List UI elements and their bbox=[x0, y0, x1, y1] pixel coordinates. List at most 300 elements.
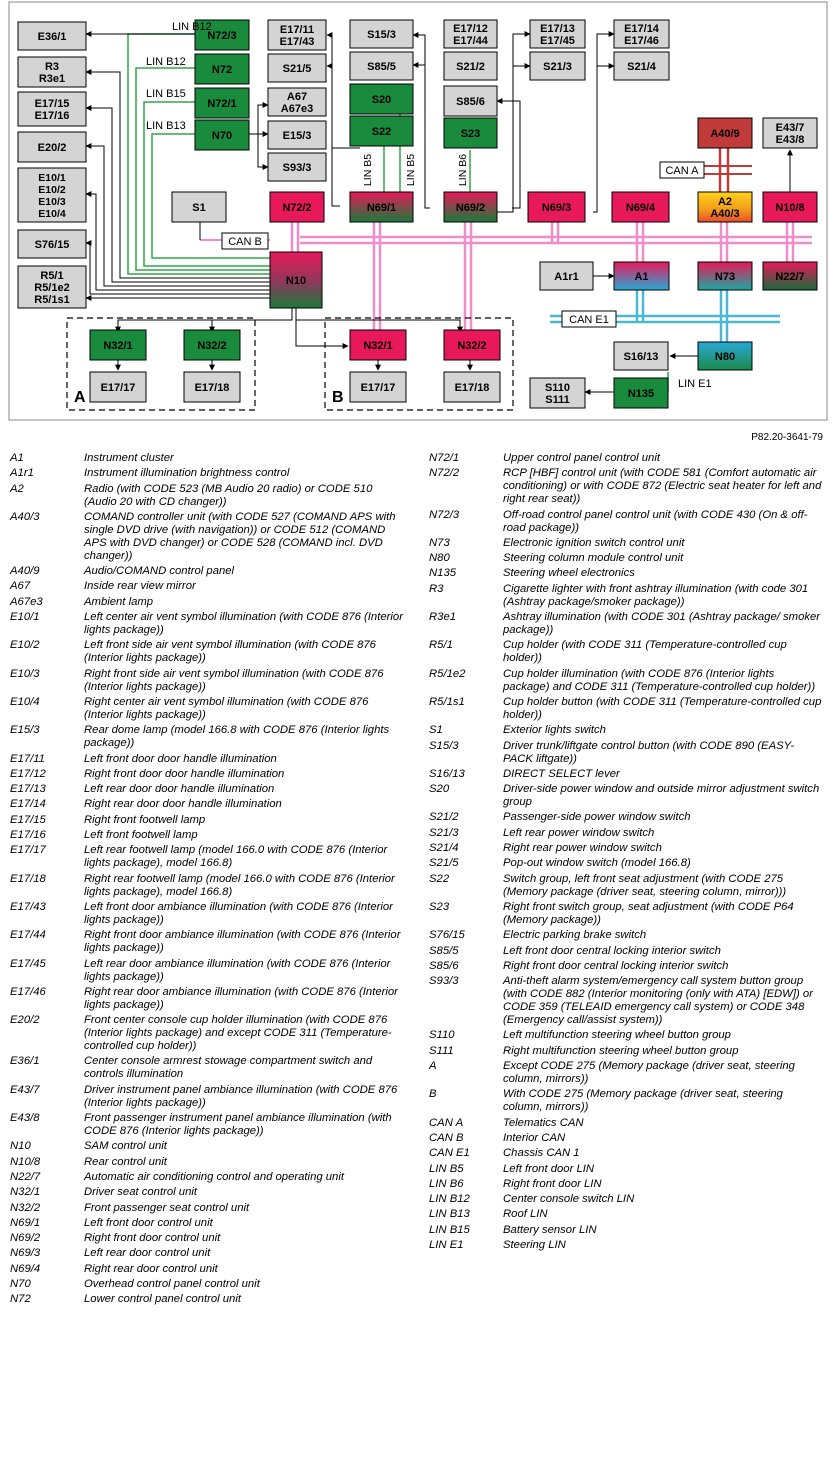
legend-description: Right rear door door handle illumination bbox=[84, 798, 282, 811]
node-label-e17-45: E17/45 bbox=[540, 34, 575, 47]
legend-row bbox=[429, 537, 837, 550]
node-label-s15-3: S15/3 bbox=[367, 28, 396, 41]
node-label-n70: N70 bbox=[211, 129, 233, 142]
legend-code: E17/14 bbox=[10, 798, 46, 811]
legend-code: N80 bbox=[429, 552, 450, 565]
legend-code: S93/3 bbox=[429, 975, 459, 988]
legend-code: S15/3 bbox=[429, 739, 459, 752]
legend-code: LIN B6 bbox=[429, 1177, 464, 1190]
legend-row bbox=[429, 1132, 837, 1145]
legend-row bbox=[10, 483, 420, 509]
node-label-e17-14: E17/14 bbox=[624, 22, 659, 35]
node-label-n32-1-a: N32/1 bbox=[103, 339, 133, 352]
group-label-a: A bbox=[74, 389, 86, 406]
node-label-n80: N80 bbox=[714, 350, 736, 363]
legend-code: E17/12 bbox=[10, 767, 46, 780]
legend-description: Right front door ambiance illumination (with CODE 876 (Interior lights package)) bbox=[84, 929, 401, 955]
legend-code: R3 bbox=[429, 582, 444, 595]
bus-label-lin-e1: LIN E1 bbox=[678, 378, 712, 390]
legend-description: Upper control panel control unit bbox=[503, 452, 660, 464]
legend-description: Lower control panel control unit bbox=[84, 1293, 241, 1306]
bus-label-lin-b5-b: LIN B5 bbox=[405, 153, 417, 187]
legend-row bbox=[10, 565, 420, 578]
legend-description: Left front door LIN bbox=[503, 1162, 595, 1175]
legend-code: N22/7 bbox=[10, 1170, 41, 1183]
legend-code: LIN E1 bbox=[429, 1238, 464, 1251]
node-label-e17-18-b: E17/18 bbox=[454, 381, 490, 394]
bus-label-lin-b15: LIN B15 bbox=[146, 88, 186, 100]
legend-description: Right front switch group, seat adjustment (with CODE P64 (Memory package)) bbox=[503, 900, 794, 926]
node-label-e17-17-b: E17/17 bbox=[360, 381, 396, 394]
figure-reference: P82.20-3641-79 bbox=[751, 432, 823, 443]
node-label-e17-17-a: E17/17 bbox=[100, 381, 136, 394]
legend-row bbox=[10, 511, 420, 563]
legend-row bbox=[10, 1140, 420, 1153]
legend-description: Driver-side power window and outside mirror adjustment switch group bbox=[503, 783, 820, 809]
bus-label-lin-b13: LIN B13 bbox=[146, 120, 186, 132]
legend-row bbox=[429, 783, 837, 809]
legend-code: S110 bbox=[429, 1029, 455, 1042]
legend-description: Left front door central locking interior switch bbox=[503, 944, 721, 957]
node-label-s110: S110 bbox=[544, 381, 571, 394]
legend-row bbox=[429, 696, 837, 722]
legend-row bbox=[429, 929, 837, 942]
legend-description: Left center air vent symbol illumination (with CODE 876 (Interior lights package)) bbox=[84, 611, 403, 637]
node-label-e17-43: E17/43 bbox=[279, 35, 315, 48]
legend-row bbox=[10, 1263, 420, 1276]
node-label-e10-1: E10/1 bbox=[38, 171, 66, 184]
legend-row bbox=[10, 1202, 420, 1215]
legend-code: S22 bbox=[429, 872, 450, 885]
legend-code: E17/15 bbox=[10, 813, 46, 826]
legend-code: LIN B5 bbox=[429, 1162, 464, 1175]
legend-description: Right multifunction steering wheel button group bbox=[503, 1044, 739, 1057]
legend-code: N10/8 bbox=[10, 1155, 41, 1168]
legend-description: Left rear door control unit bbox=[84, 1247, 211, 1260]
legend-row bbox=[429, 509, 837, 535]
legend-code: S21/3 bbox=[429, 826, 459, 839]
legend-description: Right rear footwell lamp (model 166.0 with CODE 876 (Interior lights package), model 166.8) bbox=[84, 872, 395, 898]
legend-description: Ashtray illumination (with CODE 301 (Ashtray package/ smoker package)) bbox=[503, 611, 821, 637]
legend-row bbox=[429, 1045, 837, 1058]
legend-description: With CODE 275 (Memory package (driver seat, steering column, mirrors)) bbox=[503, 1088, 783, 1114]
legend-code: A bbox=[429, 1060, 437, 1073]
node-label-n32-2-a: N32/2 bbox=[197, 339, 227, 352]
legend-code: N72/3 bbox=[429, 508, 460, 521]
node-label-s85-5: S85/5 bbox=[367, 60, 396, 73]
legend-row bbox=[429, 639, 837, 665]
legend-description: Left rear door ambiance illumination (with CODE 876 (Interior lights package)) bbox=[84, 957, 391, 983]
node-label-s85-6: S85/6 bbox=[456, 95, 485, 108]
legend-code: E36/1 bbox=[10, 1055, 40, 1068]
node-label-a40-9: A40/9 bbox=[710, 127, 740, 140]
legend-code: S85/5 bbox=[429, 944, 459, 957]
node-label-a67: A67 bbox=[286, 90, 308, 103]
legend-code: N32/1 bbox=[10, 1186, 41, 1199]
legend-row bbox=[429, 1224, 837, 1237]
legend-description: Overhead control panel control unit bbox=[84, 1277, 260, 1290]
network-diagram bbox=[0, 0, 837, 430]
legend-description: Right rear door ambiance illumination (with CODE 876 (Interior lights package)) bbox=[84, 985, 398, 1011]
legend-row bbox=[10, 929, 420, 955]
legend-code: N72/1 bbox=[429, 452, 460, 464]
legend-row bbox=[429, 873, 837, 899]
legend-description: Inside rear view mirror bbox=[84, 580, 196, 593]
legend-description: Ambient lamp bbox=[84, 595, 154, 608]
legend-code: E10/2 bbox=[10, 639, 40, 652]
legend-code: E15/3 bbox=[10, 724, 40, 737]
legend-code: N69/1 bbox=[10, 1216, 41, 1229]
node-label-n69-4: N69/4 bbox=[625, 201, 656, 214]
legend-row bbox=[429, 724, 837, 737]
legend-description: Left front door ambiance illumination (with CODE 876 (Interior lights package)) bbox=[84, 900, 393, 926]
legend-description: Cup holder (with CODE 311 (Temperature-controlled cup holder)) bbox=[503, 639, 787, 665]
legend-description: Cigarette lighter with front ashtray illumination (with code 301 (Ashtray package/smoker package)) bbox=[503, 582, 809, 608]
legend-row bbox=[10, 580, 420, 593]
node-label-n69-3: N69/3 bbox=[541, 201, 572, 214]
legend-row bbox=[429, 1029, 837, 1042]
legend-row bbox=[10, 1112, 420, 1138]
legend-description: Instrument cluster bbox=[84, 452, 174, 464]
legend-code: E17/45 bbox=[10, 957, 46, 970]
legend-code: CAN A bbox=[429, 1116, 464, 1129]
legend-description: Cup holder button (with CODE 311 (Temperature-controlled cup holder)) bbox=[503, 695, 822, 721]
legend-row bbox=[429, 960, 837, 973]
node-label-e17-46: E17/46 bbox=[624, 34, 659, 47]
node-label-n32-2-b: N32/2 bbox=[457, 339, 487, 352]
node-label-s23: S23 bbox=[460, 127, 481, 140]
legend-row bbox=[10, 873, 420, 899]
legend-code: S76/15 bbox=[429, 929, 465, 942]
legend-row bbox=[10, 1014, 420, 1053]
legend-description: Switch group, left front seat adjustment (with CODE 275 (Memory package (driver seat, steering column, mirror))) bbox=[503, 872, 787, 898]
legend-code: E17/44 bbox=[10, 929, 46, 942]
node-label-a1r1: A1r1 bbox=[554, 270, 579, 283]
legend-code: A67e3 bbox=[10, 595, 43, 608]
legend-description: Rear dome lamp (model 166.8 with CODE 876 (Interior lights package)) bbox=[84, 724, 390, 750]
legend-code: B bbox=[429, 1088, 437, 1101]
legend-row bbox=[429, 1117, 837, 1130]
legend-description: Center console armrest stowage compartment switch and controls illumination bbox=[84, 1055, 373, 1081]
legend-code: E17/46 bbox=[10, 985, 46, 998]
legend-code: N72 bbox=[10, 1293, 31, 1306]
legend-description: Right front door door handle illumination bbox=[84, 767, 285, 780]
legend-row bbox=[429, 452, 837, 465]
legend-code: E17/11 bbox=[10, 752, 45, 765]
node-label-e17-44: E17/44 bbox=[453, 34, 488, 47]
legend-code: S21/5 bbox=[429, 857, 459, 870]
legend-row bbox=[429, 552, 837, 565]
legend-code: LIN B13 bbox=[429, 1208, 470, 1221]
legend-code: N32/2 bbox=[10, 1201, 41, 1214]
node-label-a67e3: A67e3 bbox=[280, 102, 314, 115]
legend-row bbox=[10, 1186, 420, 1199]
legend-row bbox=[10, 1247, 420, 1260]
legend-code: S20 bbox=[429, 783, 450, 796]
node-label-s21-5: S21/5 bbox=[282, 62, 312, 75]
legend-description: Anti-theft alarm system/emergency call system button group (with CODE 882 (Interior monitoring (only with ATA) [EDW]) or CODE 359 (TELEAID emergency call system) or CODE 348 (Emergency call/assist system)) bbox=[503, 975, 813, 1027]
legend-code: S23 bbox=[429, 900, 450, 913]
legend-row bbox=[429, 1208, 837, 1221]
group-label-b: B bbox=[332, 389, 344, 406]
legend-code: E43/7 bbox=[10, 1083, 40, 1096]
legend-description: Off-road control panel control unit (with CODE 430 (On & off-road package)) bbox=[503, 508, 808, 534]
legend-row bbox=[10, 783, 420, 796]
node-label-s93-3: S93/3 bbox=[282, 161, 312, 174]
legend-row bbox=[429, 668, 837, 694]
legend-code: A1 bbox=[10, 452, 24, 464]
node-label-e43-8: E43/8 bbox=[775, 133, 805, 146]
legend-description: DIRECT SELECT lever bbox=[503, 767, 620, 780]
legend-description: Instrument illumination brightness control bbox=[84, 467, 290, 480]
legend-description: Steering LIN bbox=[503, 1238, 566, 1251]
node-label-n72-2: N72/2 bbox=[282, 201, 312, 214]
legend-description: Electronic ignition switch control unit bbox=[503, 536, 685, 549]
node-label-n72-1: N72/1 bbox=[207, 97, 237, 110]
legend-row bbox=[429, 1239, 837, 1252]
legend-row bbox=[429, 1147, 837, 1160]
bus-label-can-a: CAN A bbox=[665, 165, 699, 177]
legend-row bbox=[10, 958, 420, 984]
node-label-s16-13: S16/13 bbox=[623, 350, 659, 363]
legend-code: LIN B15 bbox=[429, 1223, 470, 1236]
node-label-s21-4: S21/4 bbox=[627, 60, 656, 73]
node-label-a1: A1 bbox=[634, 270, 649, 283]
legend-description: Left multifunction steering wheel button group bbox=[503, 1029, 731, 1042]
legend-description: Chassis CAN 1 bbox=[503, 1147, 580, 1160]
legend-description: Driver trunk/liftgate control button (with CODE 890 (EASY-PACK liftgate)) bbox=[503, 739, 795, 765]
legend-description: Right center air vent symbol illumination (with CODE 876 (Interior lights package)) bbox=[84, 695, 369, 721]
legend-description: SAM control unit bbox=[84, 1140, 167, 1153]
legend-code: A67 bbox=[10, 580, 31, 593]
legend-row bbox=[10, 596, 420, 609]
legend-row bbox=[10, 798, 420, 811]
legend-description: Automatic air conditioning control and operating unit bbox=[84, 1170, 344, 1183]
node-label-a40-3: A40/3 bbox=[710, 207, 740, 220]
legend-description: Exterior lights switch bbox=[503, 724, 606, 737]
node-label-e17-15: E17/15 bbox=[34, 97, 70, 110]
node-label-n69-2: N69/2 bbox=[455, 201, 486, 214]
node-label-n72: N72 bbox=[211, 63, 233, 76]
legend-code: S85/6 bbox=[429, 959, 459, 972]
legend-description: Right front door control unit bbox=[84, 1232, 221, 1245]
legend-row bbox=[10, 467, 420, 480]
legend-code: E17/43 bbox=[10, 900, 46, 913]
legend-row bbox=[10, 452, 420, 465]
legend-code: E10/3 bbox=[10, 667, 40, 680]
node-label-e10-4: E10/4 bbox=[38, 207, 66, 220]
legend-row bbox=[429, 945, 837, 958]
legend-code: N135 bbox=[429, 567, 457, 580]
legend-code: S21/4 bbox=[429, 842, 459, 855]
node-label-n69-1: N69/1 bbox=[366, 201, 397, 214]
legend-description: Cup holder illumination (with CODE 876 (Interior lights package) and CODE 311 (Temperature-controlled cup holder)) bbox=[503, 667, 816, 693]
legend-row bbox=[429, 975, 837, 1027]
legend-row bbox=[429, 740, 837, 766]
legend-description: Left front footwell lamp bbox=[84, 829, 198, 842]
legend-row bbox=[10, 753, 420, 766]
legend-code: R3e1 bbox=[429, 611, 457, 624]
legend-row bbox=[429, 1193, 837, 1206]
legend-row bbox=[10, 768, 420, 781]
node-label-e36-1: E36/1 bbox=[37, 30, 67, 43]
legend-row bbox=[10, 1232, 420, 1245]
node-label-e17-18-a: E17/18 bbox=[194, 381, 230, 394]
bus-label-lin-b12-top: LIN B12 bbox=[172, 21, 212, 33]
legend-row bbox=[10, 1217, 420, 1230]
legend-row bbox=[10, 1293, 420, 1306]
legend-code: N10 bbox=[10, 1140, 31, 1153]
legend-code: CAN E1 bbox=[429, 1147, 470, 1160]
legend-row bbox=[429, 842, 837, 855]
legend-description: Left rear door door handle illumination bbox=[84, 783, 275, 796]
legend-description: Interior CAN bbox=[503, 1131, 566, 1144]
legend-description: Battery sensor LIN bbox=[503, 1223, 597, 1236]
legend-row bbox=[10, 986, 420, 1012]
legend-code: E20/2 bbox=[10, 1014, 40, 1027]
node-label-s21-2: S21/2 bbox=[456, 60, 485, 73]
legend-code: E17/13 bbox=[10, 783, 46, 796]
legend-code: R5/1e2 bbox=[429, 667, 466, 680]
node-label-e17-11: E17/11 bbox=[279, 23, 315, 36]
legend-row bbox=[10, 696, 420, 722]
legend-description: Telematics CAN bbox=[503, 1116, 584, 1129]
legend-row bbox=[429, 567, 837, 580]
legend-description: Radio (with CODE 523 (MB Audio 20 radio) or CODE 510 (Audio 20 with CD changer)) bbox=[84, 482, 373, 508]
legend-row bbox=[429, 811, 837, 824]
legend-description: Left rear power window switch bbox=[503, 826, 655, 839]
legend-code: S16/13 bbox=[429, 767, 465, 780]
legend-code: N69/4 bbox=[10, 1262, 41, 1275]
legend-row bbox=[429, 857, 837, 870]
legend-row bbox=[429, 901, 837, 927]
legend-code: E10/1 bbox=[10, 611, 40, 624]
bus-label-can-b: CAN B bbox=[228, 236, 262, 248]
legend-left-column bbox=[10, 452, 420, 1309]
legend-row bbox=[10, 668, 420, 694]
legend-row bbox=[429, 768, 837, 781]
legend-description: Steering column module control unit bbox=[503, 552, 684, 565]
legend-description: Rear control unit bbox=[84, 1155, 167, 1168]
legend-code: LIN B12 bbox=[429, 1193, 470, 1206]
legend-description: Front passenger seat control unit bbox=[84, 1201, 250, 1214]
node-label-r3e1: R3e1 bbox=[38, 72, 66, 85]
legend-description: Left rear footwell lamp (model 166.0 with CODE 876 (Interior lights package), model 166.8) bbox=[84, 844, 388, 870]
node-label-e17-12: E17/12 bbox=[453, 22, 488, 35]
node-label-n135: N135 bbox=[627, 387, 655, 400]
node-label-e10-2: E10/2 bbox=[38, 183, 66, 196]
legend-description: Right front footwell lamp bbox=[84, 813, 206, 826]
node-label-e17-16: E17/16 bbox=[34, 109, 70, 122]
legend-description: Right rear door control unit bbox=[84, 1262, 218, 1275]
legend-row bbox=[10, 1055, 420, 1081]
node-label-n32-1-b: N32/1 bbox=[363, 339, 393, 352]
legend-description: Front center console cup holder illumination (with CODE 876 (Interior lights package) and except CODE 311 (Temperature-controlled cup holder)) bbox=[84, 1014, 392, 1053]
legend-description: Right front door central locking interior switch bbox=[503, 959, 729, 972]
legend-description: Audio/COMAND control panel bbox=[84, 565, 235, 578]
node-label-s22: S22 bbox=[371, 125, 392, 138]
legend-row bbox=[10, 1156, 420, 1169]
legend-code: A2 bbox=[10, 482, 24, 495]
node-label-a2: A2 bbox=[717, 195, 733, 208]
node-label-n10-8: N10/8 bbox=[775, 201, 805, 214]
legend-description: Driver instrument panel ambiance illumination (with CODE 876 (Interior lights package)) bbox=[84, 1083, 398, 1109]
legend-code: A1r1 bbox=[10, 467, 34, 480]
legend-row bbox=[429, 1060, 837, 1086]
legend-code: CAN B bbox=[429, 1131, 464, 1144]
node-label-e17-13: E17/13 bbox=[540, 22, 575, 35]
node-label-e10-3: E10/3 bbox=[38, 195, 66, 208]
legend-code: N73 bbox=[429, 536, 450, 549]
legend-row bbox=[10, 814, 420, 827]
node-label-e20-2: E20/2 bbox=[37, 141, 67, 154]
legend-row bbox=[429, 1163, 837, 1176]
legend-right-column bbox=[429, 452, 837, 1254]
node-label-n10: N10 bbox=[285, 274, 307, 287]
legend-row bbox=[10, 611, 420, 637]
node-label-s111: S111 bbox=[545, 393, 570, 406]
legend-code: S1 bbox=[429, 724, 443, 737]
legend-row bbox=[429, 1178, 837, 1191]
legend-description: Electric parking brake switch bbox=[503, 929, 647, 942]
legend-description: RCP [HBF] control unit (with CODE 581 (Comfort automatic air conditioning) or with CODE 872 (Electric seat heater for left and right rear seat)) bbox=[503, 467, 822, 506]
legend-row bbox=[10, 844, 420, 870]
legend-description: Steering wheel electronics bbox=[503, 567, 635, 580]
node-label-r5-1: R5/1 bbox=[40, 269, 64, 282]
legend-description: Left front door control unit bbox=[84, 1216, 213, 1229]
legend-row bbox=[10, 829, 420, 842]
legend-code: N70 bbox=[10, 1277, 31, 1290]
legend-code: A40/3 bbox=[10, 510, 40, 523]
legend-row bbox=[429, 611, 837, 637]
legend-description: Roof LIN bbox=[503, 1208, 548, 1221]
legend-row bbox=[429, 467, 837, 506]
legend-code: E10/4 bbox=[10, 695, 40, 708]
node-label-e15-3: E15/3 bbox=[282, 129, 312, 142]
bus-label-lin-b12: LIN B12 bbox=[146, 56, 186, 68]
legend-code: E17/18 bbox=[10, 872, 46, 885]
node-label-n73: N73 bbox=[714, 270, 736, 283]
bus-label-lin-b5-a: LIN B5 bbox=[362, 153, 374, 187]
node-label-s21-3: S21/3 bbox=[543, 60, 572, 73]
legend-description: COMAND controller unit (with CODE 527 (COMAND APS with single DVD drive (with navigation)) or CODE 512 (COMAND APS with DVD changer) or CODE 528 (COMAND incl. DVD changer)) bbox=[84, 510, 396, 562]
legend-description: Right rear power window switch bbox=[503, 842, 662, 855]
node-label-n22-7: N22/7 bbox=[775, 270, 805, 283]
legend-description: Right front door LIN bbox=[503, 1177, 602, 1190]
legend-description: Left front side air vent symbol illumination (with CODE 876 (Interior lights package)) bbox=[84, 639, 376, 665]
legend-code: N69/2 bbox=[10, 1232, 41, 1245]
legend-row bbox=[10, 1084, 420, 1110]
legend-description: Center console switch LIN bbox=[503, 1193, 635, 1206]
legend-code: S21/2 bbox=[429, 811, 459, 824]
legend-code: A40/9 bbox=[10, 565, 40, 578]
node-label-s76-15: S76/15 bbox=[34, 238, 70, 251]
legend-row bbox=[10, 901, 420, 927]
legend-code: R5/1s1 bbox=[429, 695, 465, 708]
legend-description: Pop-out window switch (model 166.8) bbox=[503, 857, 691, 870]
legend-row bbox=[10, 724, 420, 750]
legend-code: E17/16 bbox=[10, 829, 46, 842]
node-label-e43-7: E43/7 bbox=[775, 121, 805, 134]
legend-row bbox=[10, 639, 420, 665]
legend-description: Driver seat control unit bbox=[84, 1186, 198, 1199]
node-label-n72-3: N72/3 bbox=[207, 29, 237, 42]
node-label-s20: S20 bbox=[371, 93, 392, 106]
node-label-r5-1s1: R5/1s1 bbox=[34, 293, 70, 306]
legend-description: Except CODE 275 (Memory package (driver seat, steering column, mirrors)) bbox=[503, 1060, 795, 1086]
legend-row bbox=[429, 827, 837, 840]
legend-row bbox=[429, 583, 837, 609]
